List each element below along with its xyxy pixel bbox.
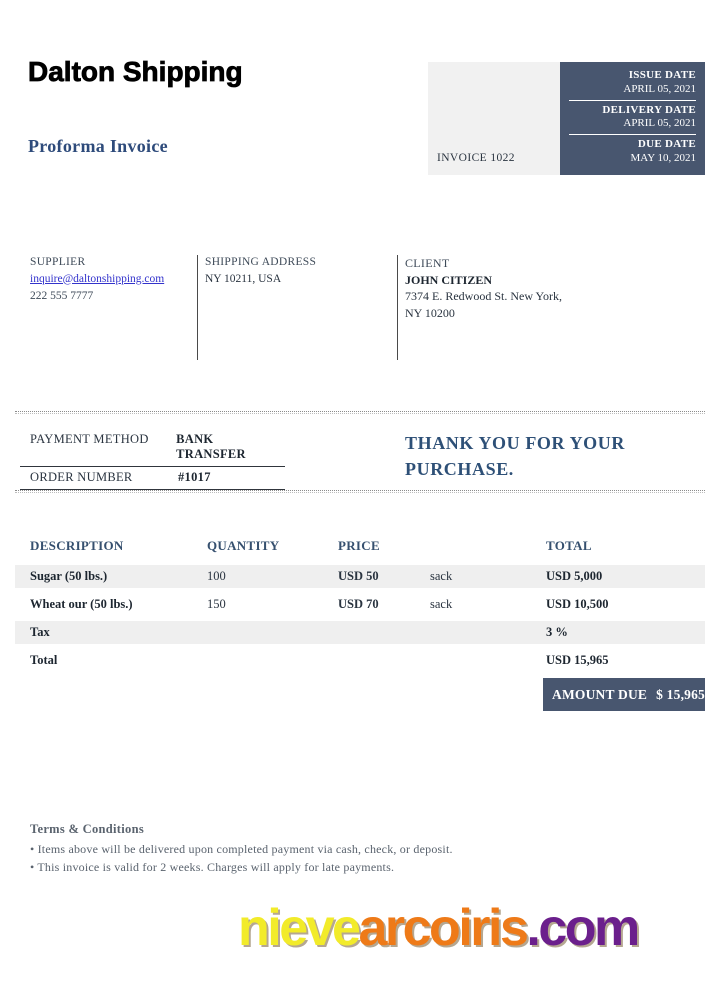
order-number-label: ORDER NUMBER: [30, 470, 133, 484]
terms-and-conditions: [30, 822, 650, 876]
row-total: 3 %: [546, 625, 568, 639]
header-price: PRICE: [338, 538, 380, 553]
watermark-part-nieve: nieve: [238, 899, 359, 957]
due-date-group: [569, 138, 696, 169]
amount-due-box: [543, 678, 705, 711]
payment-method-label: PAYMENT METHOD: [30, 432, 149, 446]
payment-method-value: BANK TRANSFER: [176, 432, 246, 461]
shipping-address-heading: SHIPPING ADDRESS: [205, 256, 317, 268]
client-name: JOHN CITIZEN: [405, 273, 493, 288]
delivery-date-label: DELIVERY DATE: [602, 103, 696, 116]
dates-box: [560, 62, 705, 175]
row-description: Tax: [30, 625, 50, 639]
payment-details-table: [20, 429, 285, 490]
row-unit: sack: [430, 569, 453, 583]
supplier-email-link[interactable]: inquire@daltonshipping.com: [30, 272, 165, 285]
shipping-address-section: [205, 255, 390, 287]
dotted-divider-top: [15, 411, 705, 414]
client-address-line1: 7374 E. Redwood St. New York,: [405, 289, 563, 304]
thank-you-message: THANK YOU FOR YOUR PURCHASE.: [405, 433, 625, 480]
row-description: Sugar (50 lbs.): [30, 569, 108, 583]
supplier-heading: SUPPLIER: [30, 256, 86, 268]
order-number-row: [20, 467, 285, 490]
issue-date-label: ISSUE DATE: [628, 69, 696, 81]
issue-date-value: APRIL 05, 2021: [623, 82, 696, 95]
shipping-address-value: NY 10211, USA: [205, 272, 282, 285]
header-description: DESCRIPTION: [30, 538, 124, 553]
header-unit: [430, 538, 546, 555]
invoice-number: INVOICE 1022: [437, 152, 515, 164]
terms-heading: Terms & Conditions: [30, 822, 144, 836]
issue-date-group: [569, 69, 696, 101]
terms-item: • This invoice is valid for 2 weeks. Charges will apply for late payments.: [30, 860, 395, 874]
row-description: Total: [30, 653, 58, 667]
terms-item: • Items above will be delivered upon completed payment via cash, check, or deposit.: [30, 842, 453, 856]
table-row: [15, 649, 705, 672]
row-quantity: 150: [207, 597, 226, 611]
amount-due-label: AMOUNT DUE: [552, 686, 648, 702]
document-type-title: Proforma Invoice: [28, 136, 168, 156]
items-table-header: [15, 538, 705, 560]
watermark-logo: [238, 900, 638, 957]
column-divider: [197, 255, 198, 360]
items-table: [15, 538, 705, 672]
dotted-divider-bottom: [15, 490, 705, 493]
client-section: [405, 255, 685, 321]
delivery-date-value: APRIL 05, 2021: [623, 117, 696, 130]
supplier-section: [30, 255, 190, 305]
row-price: USD 70: [338, 597, 379, 611]
table-row: [15, 593, 705, 616]
row-description: Wheat our (50 lbs.): [30, 597, 133, 611]
due-date-value: MAY 10, 2021: [630, 151, 696, 164]
header-quantity: QUANTITY: [207, 538, 280, 553]
amount-due-value: $ 15,965: [656, 686, 705, 702]
due-date-label: DUE DATE: [637, 138, 696, 150]
row-quantity: 100: [207, 569, 226, 583]
header-total: TOTAL: [546, 538, 592, 553]
table-row: [15, 621, 705, 644]
delivery-date-group: [569, 104, 696, 136]
table-row: [15, 565, 705, 588]
row-total: USD 10,500: [546, 597, 609, 611]
company-name: Dalton Shipping: [28, 56, 243, 87]
client-address-line2: NY 10200: [405, 305, 455, 320]
watermark-part-arcoiris: arcoiris: [358, 899, 527, 957]
invoice-number-box: [428, 62, 560, 175]
column-divider: [397, 255, 398, 360]
row-price: USD 50: [338, 569, 379, 583]
client-heading: CLIENT: [405, 256, 450, 270]
row-unit: sack: [430, 597, 453, 611]
watermark-part-com: .com: [526, 899, 638, 957]
order-number-value: #1017: [178, 470, 211, 484]
row-total: USD 15,965: [546, 653, 609, 667]
payment-method-row: [20, 429, 285, 467]
supplier-phone: 222 555 7777: [30, 290, 94, 303]
row-total: USD 5,000: [546, 569, 603, 583]
